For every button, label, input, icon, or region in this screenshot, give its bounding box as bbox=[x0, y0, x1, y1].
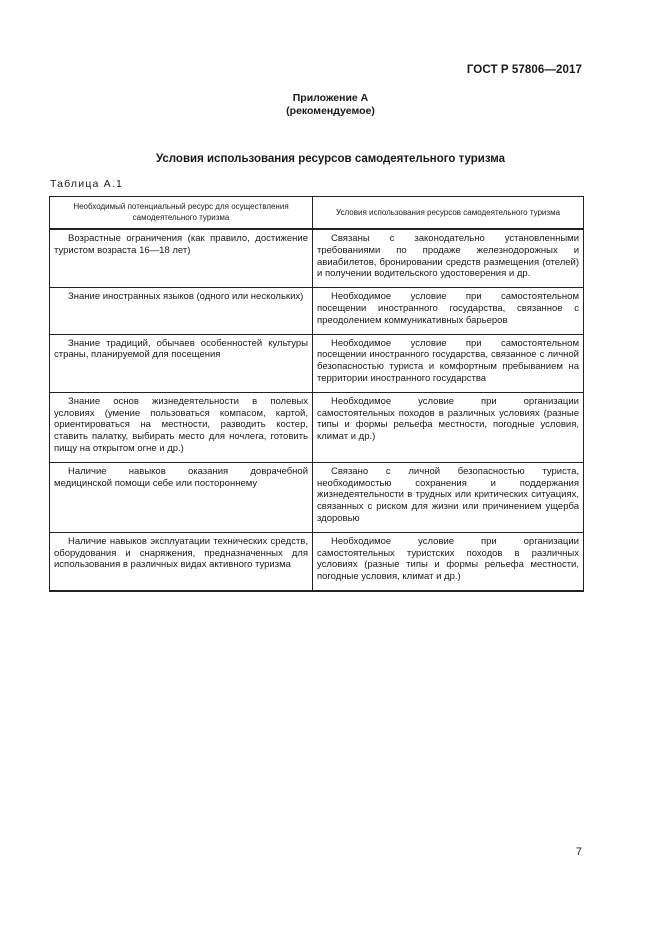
resources-table-container bbox=[49, 196, 583, 592]
appendix-type: (рекомендуемое) bbox=[286, 105, 375, 117]
condition-cell bbox=[313, 532, 584, 591]
table-header-row bbox=[50, 197, 584, 230]
condition-text: Связаны с законодательно установленными требованиями по продаже железнодорожных и авиабилетов, бронировании средств размещения (отелей) и получении водительского удостоверения и др. bbox=[317, 233, 579, 280]
appendix-heading bbox=[0, 92, 661, 118]
resource-cell bbox=[50, 462, 313, 532]
condition-text: Связано с личной безопасностью туриста, необходимостью сохранения и поддержания жизнедеятельности в трудных или критических ситуациях, связанных с риском для жизни или причинением ущерба здоровью bbox=[317, 465, 579, 524]
resource-text: Знание традиций, обычаев особенностей культуры страны, планируемой для посещения bbox=[54, 337, 308, 361]
resource-text: Знание иностранных языков (одного или нескольких) bbox=[68, 291, 304, 303]
resource-cell bbox=[50, 229, 313, 288]
page-number: 7 bbox=[575, 846, 582, 858]
column-header-condition: Условия использования ресурсов самодеятельного туризма bbox=[313, 197, 584, 230]
condition-cell bbox=[313, 288, 584, 334]
table-row bbox=[50, 229, 584, 288]
resource-text: Наличие навыков оказания доврачебной медицинской помощи себе или постороннему bbox=[54, 465, 308, 489]
condition-cell bbox=[313, 462, 584, 532]
resource-text: Знание основ жизнедеятельности в полевых условиях (умение пользоваться компасом, картой, ориентироваться на местности, разводить костер, ставить палатку, выбирать место для ночлега, готовить пищу на открытом огне и др.) bbox=[54, 395, 308, 454]
table-row bbox=[50, 334, 584, 392]
document-number: ГОСТ Р 57806—2017 bbox=[466, 64, 582, 76]
table-row bbox=[50, 532, 584, 591]
resource-cell bbox=[50, 334, 313, 392]
resource-text: Возрастные ограничения (как правило, достижение туристом возраста 16—18 лет) bbox=[54, 233, 308, 256]
resource-cell bbox=[50, 288, 313, 334]
resource-cell bbox=[50, 392, 313, 462]
condition-cell bbox=[313, 392, 584, 462]
resource-text: Наличие навыков эксплуатации технических средств, оборудования и снаряжения, предназначенных для использования в различных видах активного туризма bbox=[54, 535, 308, 571]
condition-text: Необходимое условие при организации самостоятельных походов в различных условиях (разные типы и формы рельефа местности, погодные условия, климат и др.) bbox=[317, 395, 579, 443]
column-header-resource: Необходимый потенциальный ресурс для осуществления самодеятельного туризма bbox=[50, 197, 313, 230]
resource-cell bbox=[50, 532, 313, 591]
resources-table bbox=[49, 196, 584, 592]
table-row bbox=[50, 392, 584, 462]
appendix-label: Приложение А bbox=[292, 92, 369, 104]
appendix-title: Условия использования ресурсов самодеятельного туризма bbox=[155, 153, 506, 165]
condition-text: Необходимое условие при самостоятельном посещении иностранного государства, связанное с личной безопасностью туриста и комфортным пребыванием на территории иностранного государства bbox=[317, 337, 579, 384]
condition-cell bbox=[313, 229, 584, 288]
table-row bbox=[50, 288, 584, 334]
table-row bbox=[50, 462, 584, 532]
condition-cell bbox=[313, 334, 584, 392]
condition-text: Необходимое условие при организации самостоятельных туристских походов в различных условиях (разные типы и формы рельефа местности, погодные условия, климат и др.) bbox=[317, 535, 579, 583]
table-label: Таблица А.1 bbox=[50, 178, 124, 190]
condition-text: Необходимое условие при самостоятельном посещении иностранного государства, связанное с преодолением коммуникативных барьеров bbox=[317, 291, 579, 326]
